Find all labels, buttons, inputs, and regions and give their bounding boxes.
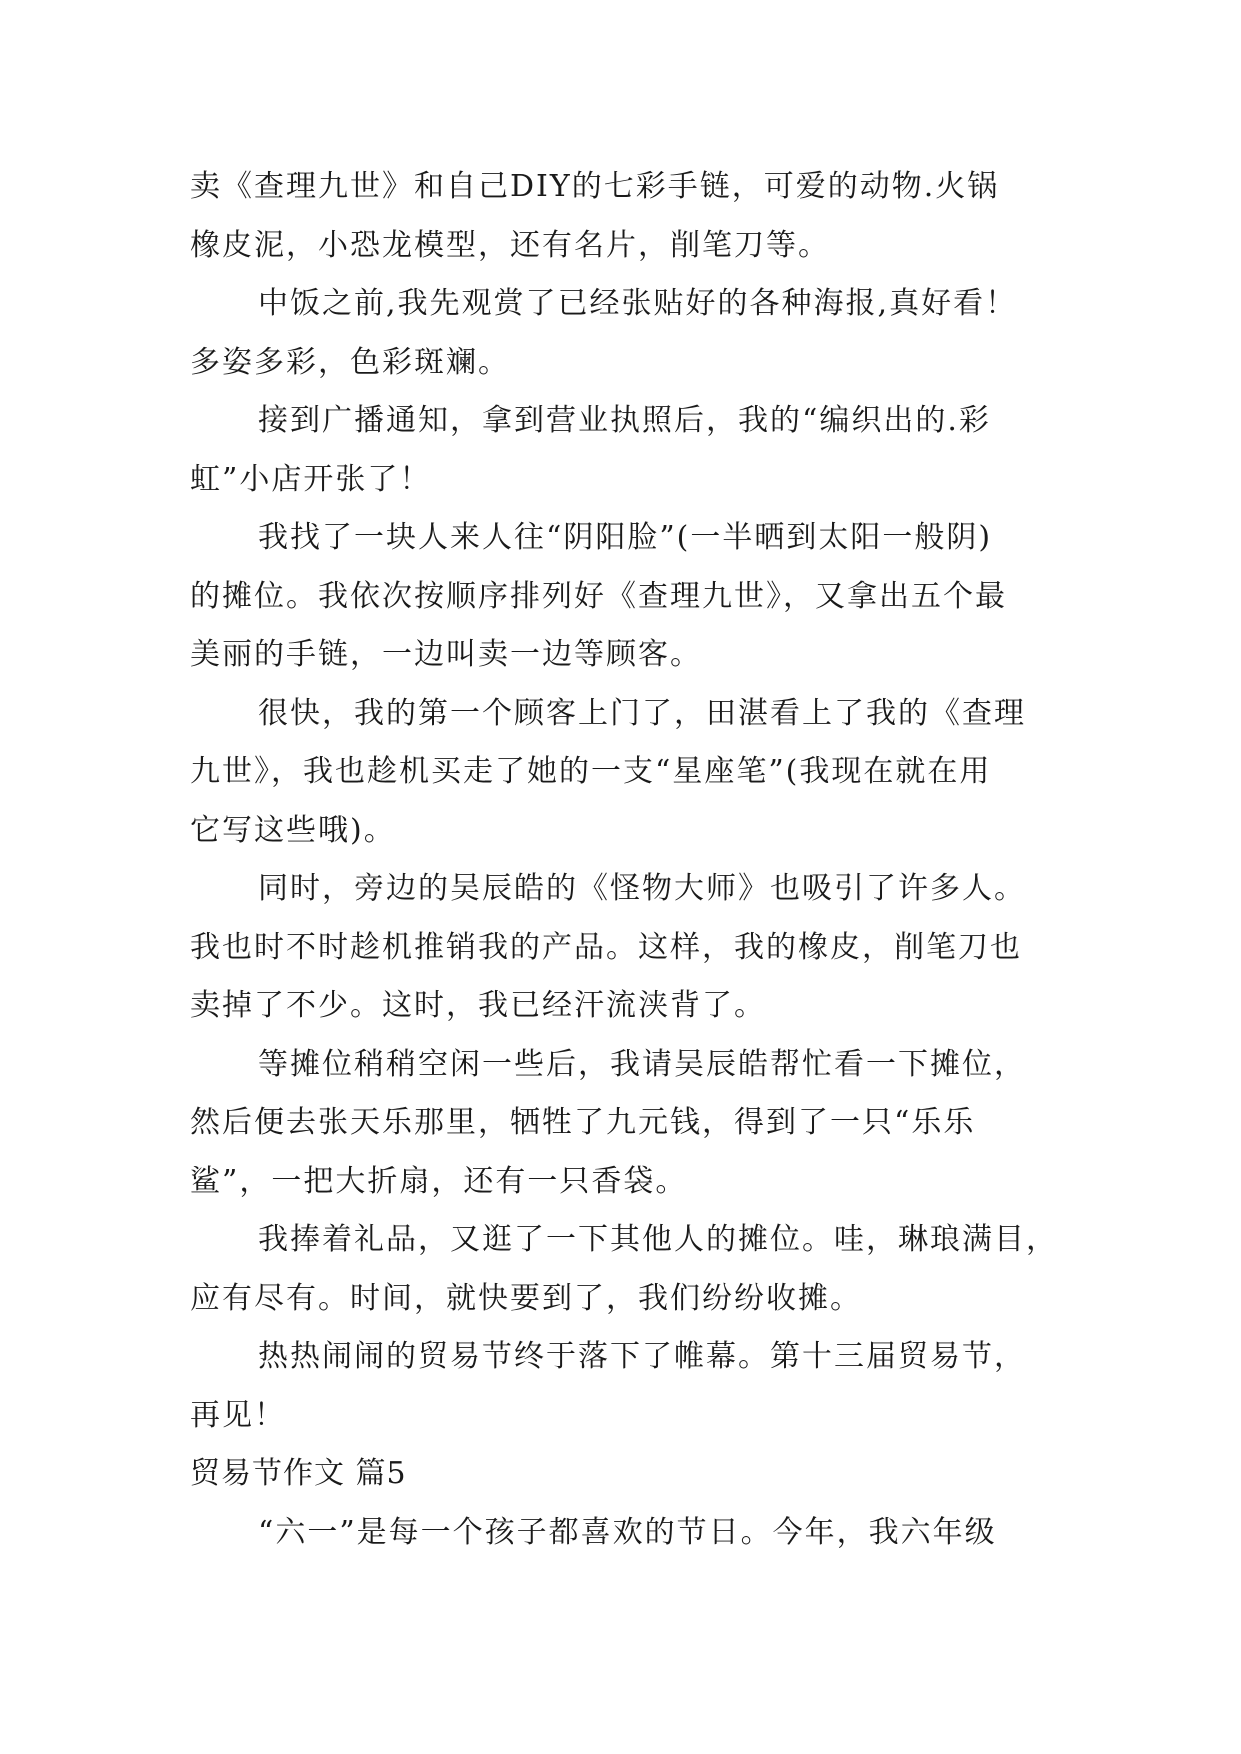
text-line: 应有尽有。时间，就快要到了，我们纷纷收摊。 <box>190 1280 862 1316</box>
paragraph-start-line: 我捧着礼品，又逛了一下其他人的摊位。哇，琳琅满目， <box>258 1222 1058 1257</box>
text-line: 它写这些哦)。 <box>190 812 396 848</box>
text-line: 再见！ <box>190 1397 286 1433</box>
text-line: 虹”小店开张了！ <box>190 461 432 497</box>
text-line: 九世》，我也趁机买走了她的一支“星座笔”(我现在就在用 <box>190 754 992 789</box>
paragraph-start-line: 很快，我的第一个顾客上门了，田湛看上了我的《查理 <box>258 695 1026 731</box>
text-line: 的摊位。我依次按顺序排列好《查理九世》，又拿出五个最 <box>190 578 1007 614</box>
paragraph-start-line: 同时，旁边的吴辰皓的《怪物大师》也吸引了许多人。 <box>258 871 1026 906</box>
text-line: 然后便去张天乐那里，牺牲了九元钱，得到了一只“乐乐 <box>190 1105 976 1140</box>
text-line: 美丽的手链，一边叫卖一边等顾客。 <box>190 637 702 672</box>
paragraph-start-line: 等摊位稍稍空闲一些后，我请吴辰皓帮忙看一下摊位， <box>258 1046 1026 1082</box>
text-line: 多姿多彩，色彩斑斓。 <box>190 344 510 380</box>
document-body <box>190 158 1070 1562</box>
paragraph-start-line: “六一”是每一个孩子都喜欢的节日。今年，我六年级 <box>258 1514 997 1550</box>
text-line: 橡皮泥，小恐龙模型，还有名片，削笔刀等。 <box>190 227 830 263</box>
text-line: 卖《查理九世》和自己DIY的七彩手链，可爱的动物.火锅 <box>190 169 1000 204</box>
paragraph-start-line: 接到广播通知，拿到营业执照后，我的“编织出的.彩 <box>258 403 991 438</box>
text-line: 鲨”，一把大折扇，还有一只香袋。 <box>190 1163 688 1199</box>
text-line: 卖掉了不少。这时，我已经汗流浃背了。 <box>190 988 766 1023</box>
text-line: 我也时不时趁机推销我的产品。这样，我的橡皮，削笔刀也 <box>190 929 1022 965</box>
paragraph-start-line: 热热闹闹的贸易节终于落下了帷幕。第十三届贸易节， <box>258 1339 1026 1374</box>
paragraph-start-line: 我找了一块人来人往“阴阳脸”(一半晒到太阳一般阴) <box>258 520 993 555</box>
paragraph-start-line: 中饭之前,我先观赏了已经张贴好的各种海报,真好看！ <box>258 286 1018 321</box>
section-heading: 贸易节作文 篇5 <box>190 1456 407 1491</box>
